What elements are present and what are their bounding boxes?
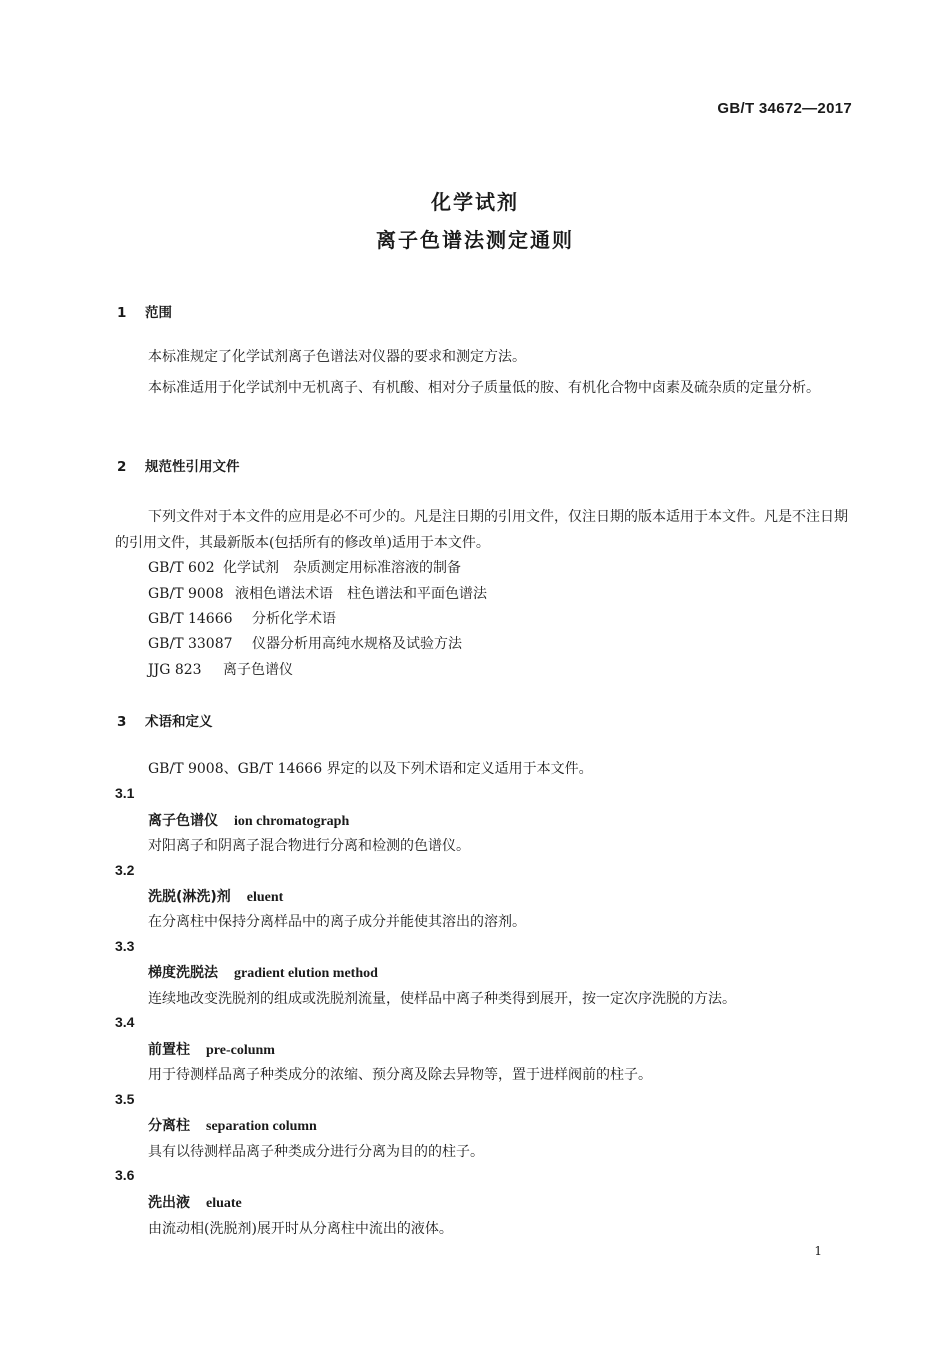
term-chinese: 分离柱 — [148, 1118, 190, 1134]
term-number: 3.4 — [115, 1014, 135, 1030]
reference-item — [148, 659, 293, 679]
term-english: separation column — [206, 1119, 317, 1134]
term-english: gradient elution method — [234, 966, 378, 981]
reference-title: 离子色谱仪 — [223, 662, 293, 678]
term-heading — [148, 810, 349, 830]
term-chinese: 洗出液 — [148, 1195, 190, 1211]
term-heading — [148, 962, 378, 982]
title-line-1: 化学试剂 — [431, 190, 519, 214]
page-number: 1 — [814, 1244, 822, 1258]
term-number: 3.1 — [115, 785, 135, 801]
term-heading — [148, 1192, 242, 1212]
normative-references-intro: 下列文件对于本文件的应用是必不可少的。凡是注日期的引用文件，仅注日期的版本适用于本文件。凡是不注日期的引用文件，其最新版本(包括所有的修改单)适用于本文件。 — [115, 509, 848, 551]
standard-number: GB/T 34672—2017 — [717, 100, 852, 117]
term-heading — [148, 1039, 275, 1059]
section-number: 1 — [117, 305, 127, 321]
reference-item — [148, 633, 462, 653]
reference-code: JJG 823 — [148, 662, 202, 678]
terms-intro: GB/T 9008、GB/T 14666 界定的以及下列术语和定义适用于本文件。 — [148, 761, 593, 777]
term-english: eluent — [246, 890, 284, 905]
scope-paragraph-1: 本标准规定了化学试剂离子色谱法对仪器的要求和测定方法。 — [148, 349, 526, 365]
term-english: eluate — [206, 1196, 242, 1211]
term-number: 3.3 — [115, 938, 135, 954]
reference-code: GB/T 14666 — [148, 611, 233, 627]
term-definition: 具有以待测样品离子种类成分进行分离为目的的柱子。 — [148, 1144, 484, 1160]
section-title: 术语和定义 — [145, 714, 213, 730]
reference-item — [148, 583, 487, 603]
term-english: pre-colunm — [206, 1043, 275, 1058]
term-heading — [148, 886, 283, 906]
reference-item — [148, 557, 461, 577]
term-definition: 连续地改变洗脱剂的组成或洗脱剂流量，使样品中离子种类得到展开，按一定次序洗脱的方法。 — [148, 991, 736, 1007]
term-definition: 用于待测样品离子种类成分的浓缩、预分离及除去异物等，置于进样阀前的柱子。 — [148, 1067, 652, 1083]
term-english: ion chromatograph — [234, 814, 350, 829]
term-chinese: 前置柱 — [148, 1042, 190, 1058]
reference-code: GB/T 602 — [148, 560, 215, 576]
section-heading-terms-definitions — [117, 710, 213, 730]
reference-title: 化学试剂 杂质测定用标准溶液的制备 — [223, 560, 461, 576]
section-number: 3 — [117, 714, 127, 730]
reference-code: GB/T 33087 — [148, 636, 233, 652]
term-definition: 对阳离子和阴离子混合物进行分离和检测的色谱仪。 — [148, 838, 470, 854]
term-heading — [148, 1115, 317, 1135]
term-number: 3.6 — [115, 1167, 135, 1183]
term-chinese: 洗脱(淋洗)剂 — [148, 889, 231, 905]
reference-title: 液相色谱法术语 柱色谱法和平面色谱法 — [235, 586, 487, 602]
term-number: 3.5 — [115, 1091, 135, 1107]
term-chinese: 梯度洗脱法 — [148, 965, 218, 981]
reference-item — [148, 608, 336, 628]
term-definition: 由流动相(洗脱剂)展开时从分离柱中流出的液体。 — [148, 1221, 453, 1237]
term-number: 3.2 — [115, 862, 135, 878]
term-chinese: 离子色谱仪 — [148, 813, 218, 829]
section-title: 规范性引用文件 — [145, 459, 240, 475]
reference-code: GB/T 9008 — [148, 586, 224, 602]
section-title: 范围 — [145, 305, 172, 321]
scope-paragraph-2: 本标准适用于化学试剂中无机离子、有机酸、相对分子质量低的胺、有机化合物中卤素及硫杂质的定量分析。 — [148, 380, 820, 396]
section-heading-normative-references — [117, 455, 240, 475]
reference-title: 仪器分析用高纯水规格及试验方法 — [252, 636, 462, 652]
section-heading-scope — [117, 301, 172, 321]
term-definition: 在分离柱中保持分离样品中的离子成分并能使其溶出的溶剂。 — [148, 914, 526, 930]
title-line-2: 离子色谱法测定通则 — [376, 228, 574, 252]
section-number: 2 — [117, 459, 127, 475]
reference-title: 分析化学术语 — [252, 611, 336, 627]
